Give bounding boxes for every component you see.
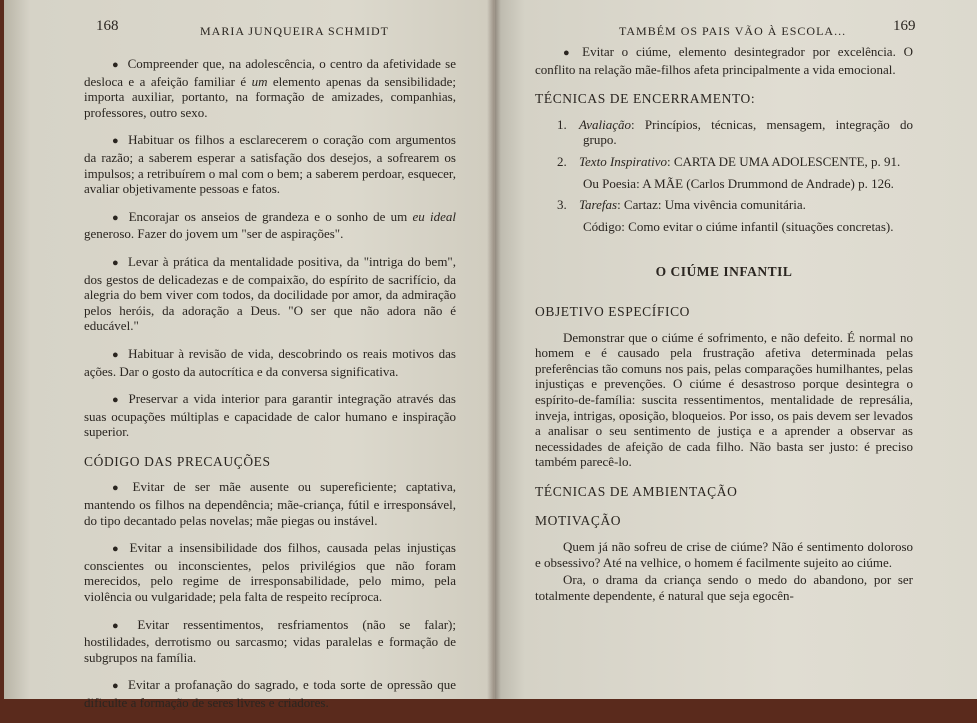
motivacao-paragraph: Ora, o drama da criança sendo o medo do abandono, por ser totalmente dependente, é natural que seja egocên- (535, 572, 913, 603)
list-subitem: Código: Como evitar o ciúme infantil (situações concretas). (583, 218, 894, 234)
list-item: 3. Tarefas: Cartaz: Uma vivência comunitária. (557, 197, 806, 213)
bullet-paragraph: ● Compreender que, na adolescência, o centro da afetividade se desloca e a afeição familiar é um elemento apenas da sensibilidade; importa auxiliar, portanto, na formação de amizades, companhias, professores, outro sexo. (84, 56, 456, 120)
bullet-paragraph: ● Habituar à revisão de vida, descobrindo os reais motivos das ações. Dar o gosto da autocrítica e da conversa significativa. (84, 346, 456, 379)
bullet-paragraph: ● Levar à prática da mentalidade positiva, da "intriga do bem", dos gestos de delicadezas e de compaixão, do espírito de sacrifício, da alegria do bem viver com todos, da docilidade por amor, da admiração pelos heróis, da adoração a Deus. "O ser que não adora não é educável." (84, 254, 456, 334)
objetivo-paragraph: Demonstrar que o ciúme é sofrimento, e não defeito. É normal no homem e é causado pela frustração afetiva determinada pelas preferências tão comuns nos pais, pelas comparações humilhantes, pelas injustiças e prevenções. O ciúme é desastroso porque desintegra o espírito-de-família: suscita ressentimentos, mentalidade de represália, inveja, intrigas, oposição, bloqueios. Por isso, os pais devem ser levados a analisar o seu sentimento de justiça e a aprender a observar as necessidades de afeição de cada filho. Não basta ser justo: é preciso também parecê-lo. (535, 329, 913, 470)
bullet-paragraph: ● Evitar a insensibilidade dos filhos, causada pelas injustiças conscientes ou inconscientes, pelos privilégios que não foram merecidos, pelo regime de irresponsabilidade, pelo mimo, pela violência ou vulgaridade; pela falta de respeito recíproca. (84, 540, 456, 604)
left-running-head: MARIA JUNQUEIRA SCHMIDT (200, 24, 390, 38)
section-heading-precaucoes: CÓDIGO DAS PRECAUÇÕES (84, 453, 271, 469)
section-heading-encerramento: TÉCNICAS DE ENCERRAMENTO: (535, 91, 756, 107)
list-item: 2. Texto Inspirativo: CARTA DE UMA ADOLESCENTE, p. 91. (557, 153, 901, 169)
chapter-title: O CIÚME INFANTIL (655, 264, 793, 280)
section-heading-ambientacao: TÉCNICAS DE AMBIENTAÇÃO (535, 483, 738, 499)
list-subitem: Ou Poesia: A MÃE (Carlos Drummond de Andrade) p. 126. (583, 175, 894, 191)
left-body (84, 56, 456, 723)
bullet-paragraph: ● Evitar a profanação do sagrado, e toda sorte de opressão que dificulte a formação de seres livres e criadores. (84, 677, 456, 710)
bullet-paragraph: ● Encorajar os anseios de grandeza e o sonho de um eu ideal generoso. Fazer do jovem um "ser de aspirações". (84, 209, 456, 242)
bullet-paragraph: ● Evitar ressentimentos, resfriamentos (não se falar); hostilidades, derrotismo ou sarcasmo; vidas paralelas e formação de subgrupos na família. (84, 617, 456, 666)
right-page-number: 169 (893, 18, 916, 34)
list-item: 1. Avaliação: Princípios, técnicas, mensagem, integração do grupo. (557, 116, 913, 148)
right-running-head: TAMBÉM OS PAIS VÃO À ESCOLA... (619, 24, 847, 38)
left-page-number: 168 (96, 18, 119, 34)
book-gutter (487, 0, 501, 699)
left-page (0, 0, 495, 710)
bullet-paragraph: ● Preservar a vida interior para garantir integração através das suas ocupações múltiplas e capacidade de calor humano e inspiração superior. (84, 391, 456, 440)
bullet-paragraph: ● Evitar de ser mãe ausente ou supereficiente; captativa, mantendo os filhos na dependência; mãe-criança, fútil e irresponsável, do tipo decantado pelas novelas; mãe piegas ou instável. (84, 479, 456, 528)
section-heading-objetivo: OBJETIVO ESPECÍFICO (535, 303, 691, 319)
section-heading-motivacao: MOTIVAÇÃO (535, 513, 622, 529)
bullet-paragraph: ● Evitar o ciúme, elemento desintegrador por excelência. O conflito na relação mãe-filhos afeta principalmente a vida emocional. (535, 44, 913, 77)
motivacao-paragraph: Quem já não sofreu de crise de ciúme? Não é sentimento doloroso e obsessivo? Até na velhice, o homem é facilmente sujeito ao ciúme. (535, 539, 913, 570)
right-body (535, 44, 913, 615)
right-page (495, 0, 977, 699)
bullet-paragraph: ● Habituar os filhos a esclarecerem o coração com argumentos da razão; a saberem esperar a satisfação dos desejos, a sofrearem os impulsos; a retribuírem o mal com o bem; a saberem perdoar, esquecer, avaliar objetivamente pessoas e fatos. (84, 132, 456, 196)
